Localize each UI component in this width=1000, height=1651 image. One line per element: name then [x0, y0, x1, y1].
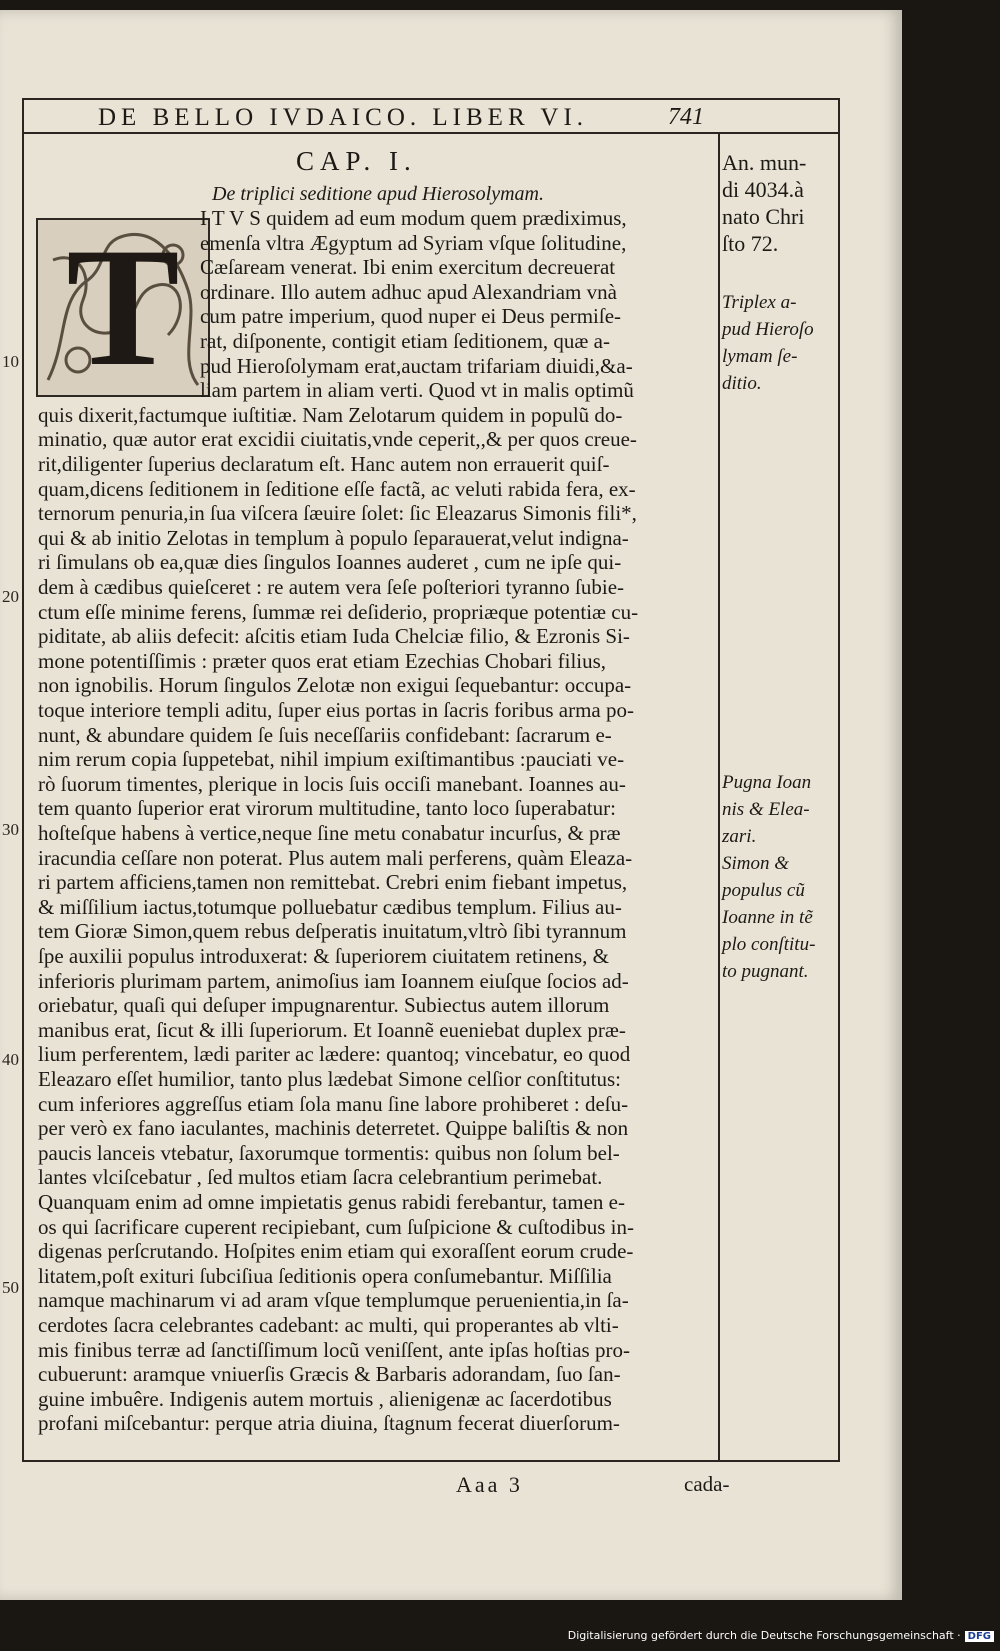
text-line: liam partem in aliam verti. Quod vt in malis optimũ [200, 378, 634, 403]
text-line: namque machinarum vi ad aram vſque templumque peruenientia,in ſa- [38, 1288, 629, 1313]
text-line: quis dixerit,factumque iuſtitiæ. Nam Zelotarum quidem in populũ do- [38, 402, 623, 427]
text-line: quam,dicens ſeditionem in ſeditione eſſe factã, ac veluti rabida fera, ex- [38, 476, 636, 501]
text-line: I T V S quidem ad eum modum quem prædiximus, [200, 206, 627, 230]
chapter-heading: CAP. I. [296, 146, 417, 176]
line-number: 50 [2, 1278, 19, 1297]
decorated-initial [36, 213, 210, 401]
text-line: inferioris plurimam partem, animoſius iam Ioannem eiuſque ſocios ad- [38, 968, 629, 993]
margin-note-line: plo conſtitu- [722, 934, 816, 955]
margin-column-rule [718, 132, 720, 1460]
margin-note-line: Pugna Ioan [722, 772, 812, 793]
dfg-logo: DFG [965, 1631, 994, 1642]
initial-letter: T [66, 213, 180, 401]
text-line: ri ſimulans ob ea,quæ dies ſingulos Ioannes auderet , cum ne ipſe qui- [38, 550, 622, 575]
text-line: & miſſilium iactus,totumque polluebatur cædibus templum. Filius au- [38, 894, 622, 919]
margin-note-line: ſto 72. [722, 231, 779, 256]
text-line: minatio, quæ autor erat excidii ciuitatis,vnde ceperit,,& per quos creue- [38, 427, 637, 452]
text-line: dem à cædibus quieſceret : re autem vera ſeſe poſteriori tyranno ſubie- [38, 575, 625, 599]
signature-mark: Aaa 3 [456, 1472, 523, 1497]
text-line: ctum eſſe minime ferens, ſummæ rei deſiderio, propriæque potentiæ cu- [38, 599, 639, 624]
text-line: hoſteſque habens à vertice,neque ſine metu conabatur incurſus, & præ [38, 821, 621, 845]
margin-note-line: lymam ſe- [722, 346, 798, 367]
text-line: tem Gioræ Simon,quem rebus deſperatis inuitatum,vltrò ſibi tyrannum [38, 919, 627, 944]
text-line: oriebatur, quaſi qui deſuper impugnarentur. Subiectus autem illorum [38, 993, 610, 1018]
margin-note-line: pud Hieroſo [722, 319, 814, 340]
margin-note-line: zari. [722, 826, 757, 847]
margin-note-line: nato Chri [722, 204, 805, 229]
text-line: profani miſcebantur: perque atria diuina, ſtagnum fecerat diuerſorum- [38, 1411, 620, 1436]
text-line: piditate, ab aliis defecit: aſcitis etiam Iuda Chelciæ filio, & Ezronis Si- [38, 624, 630, 649]
margin-note-line: Ioanne in tẽ [722, 907, 813, 928]
text-line: rat, diſponente, contigit etiam ſeditionem, quæ a- [200, 329, 610, 353]
text-line: qui & ab initio Zelotas in templum à populo ſeparauerat,velut indigna- [38, 525, 629, 550]
text-line: paucis lanceis vtebatur, ſaxorumque tormentis: quibus non ſolum bel- [38, 1140, 620, 1165]
line-number: 10 [2, 352, 19, 371]
text-line: rò ſuorum timentes, plerique in locis ſuis occiſi manebant. Ioannes au- [38, 771, 626, 796]
text-line: toque interiore templi aditu, ſuper eius portas in ſacris foribus arma po- [38, 698, 634, 722]
text-line: cum inferiores aggreſſus etiam ſola manu ſine labore prohiberet : deſu- [38, 1091, 629, 1116]
text-line: ordinare. Illo autem adhuc apud Alexandriam vnà [200, 279, 617, 304]
text-line: cerdotes ſacra celebrantes cadebant: ac multi, qui properantes ab vlti- [38, 1313, 619, 1337]
text-line: per verò ex fano iaculantes, machinis deterretet. Quippe baliſtis & non [38, 1116, 629, 1141]
line-number: 30 [2, 820, 19, 839]
text-line: cubuerunt: aramque vniuerſis Græcis & Barbaris adorandam, ſuo ſan- [38, 1362, 621, 1387]
text-line: nim rerum copia ſuppetebat, nihil impium exiſtimantibus :pauciati ve- [38, 747, 625, 772]
text-line: emenſa vltra Ægyptum ad Syriam vſque ſolitudine, [200, 230, 627, 255]
text-line: tem quanto ſuperior erat virorum multitudine, tanto loco ſuperabatur: [38, 796, 616, 821]
margin-note-line: populus cũ [722, 880, 805, 901]
text-line: ſpe auxilii populus introduxerat: & ſuperiorem ciuitatem retinens, & [38, 944, 609, 968]
margin-note-line: to pugnant. [722, 961, 809, 982]
page-number: 741 [668, 104, 704, 130]
text-line: lantes vlciſcebatur , ſed multos etiam ſacra celebrantium perimebat. [38, 1165, 603, 1190]
margin-note-line: ditio. [722, 373, 762, 394]
text-line: rit,diligenter ſuperius declaratum eſt. Hanc autem non errauerit quiſ- [38, 452, 610, 476]
text-line: manibus erat, ſicut & illi ſuperiorum. Et Ioannẽ eueniebat duplex præ- [38, 1017, 626, 1042]
text-line: os qui ſacrificare cuperent recipiebant, cum ſuſpicione & cuſtodibus in- [38, 1214, 634, 1239]
text-line: mone potentiſſimis : præter quos erat etiam Ezechias Chobari filius, [38, 648, 607, 673]
text-line: nunt, & abundare quidem ſe ſuis neceſſariis confidebant: ſacrarum e- [38, 722, 612, 747]
chapter-subtitle: De triplici seditione apud Hierosolymam. [212, 183, 544, 205]
margin-note-line: Triplex a- [722, 292, 797, 313]
text-line: iracundia ceſſare non poterat. Plus autem mali perferens, quàm Eleaza- [38, 845, 633, 870]
header-rule [22, 132, 838, 134]
margin-note-line: An. mun- [722, 150, 807, 175]
margin-note-line: di 4034.à [722, 177, 804, 202]
running-head: DE BELLO IVDAICO. LIBER VI. [98, 104, 589, 131]
text-line: litatem,poſt exituri ſubciſiua ſeditionis opera conſumebantur. Miſſilia [38, 1263, 612, 1288]
catchword: cada- [684, 1472, 730, 1496]
line-number: 20 [2, 587, 19, 606]
margin-note-line: Simon & [722, 853, 790, 874]
text-line: mis finibus terræ ad ſanctiſſimum locũ veniſſent, ante ipſas hoſtias pro- [38, 1337, 630, 1362]
credit-text: Digitalisierung gefördert durch die Deutsche Forschungsgemeinschaft · [567, 1629, 961, 1642]
line-number: 40 [2, 1050, 19, 1069]
digitization-credit [568, 1629, 994, 1642]
text-line: cum patre imperium, quod nuper ei Deus permiſe- [200, 304, 622, 329]
text-line: non ignobilis. Horum ſingulos Zelotæ non exigui ſequebantur: occupa- [38, 673, 632, 698]
text-line: Eleazaro eſſet humilior, tanto plus lædebat Simone celſior conſtitutus: [38, 1067, 621, 1091]
text-line: Cæſaream venerat. Ibi enim exercitum decreuerat [200, 255, 616, 280]
text-line: ternorum penuria,in ſua viſcera ſæuire ſolet: ſic Eleazarus Simonis fili*, [38, 501, 637, 526]
margin-note-line: nis & Elea- [722, 799, 810, 820]
text-line: pud Hieroſolymam erat,auctam trifariam diuidi,&a- [200, 353, 633, 378]
text-line: Quanquam enim ad omne impietatis genus rabidi ferebantur, tamen e- [38, 1190, 625, 1214]
text-line: digenas perſcrutando. Hoſpites enim etiam qui exoraſſent eorum crude- [38, 1239, 634, 1264]
text-line: lium perferentem, lædi pariter ac lædere: quantoq; vincebatur, eo quod [38, 1042, 631, 1067]
text-line: ri partem afficiens,tamen non remittebat. Crebri enim fiebant impetus, [38, 870, 628, 895]
text-line: guine imbuêre. Indigenis autem mortuis , alienigenæ ac ſacerdotibus [38, 1386, 612, 1411]
